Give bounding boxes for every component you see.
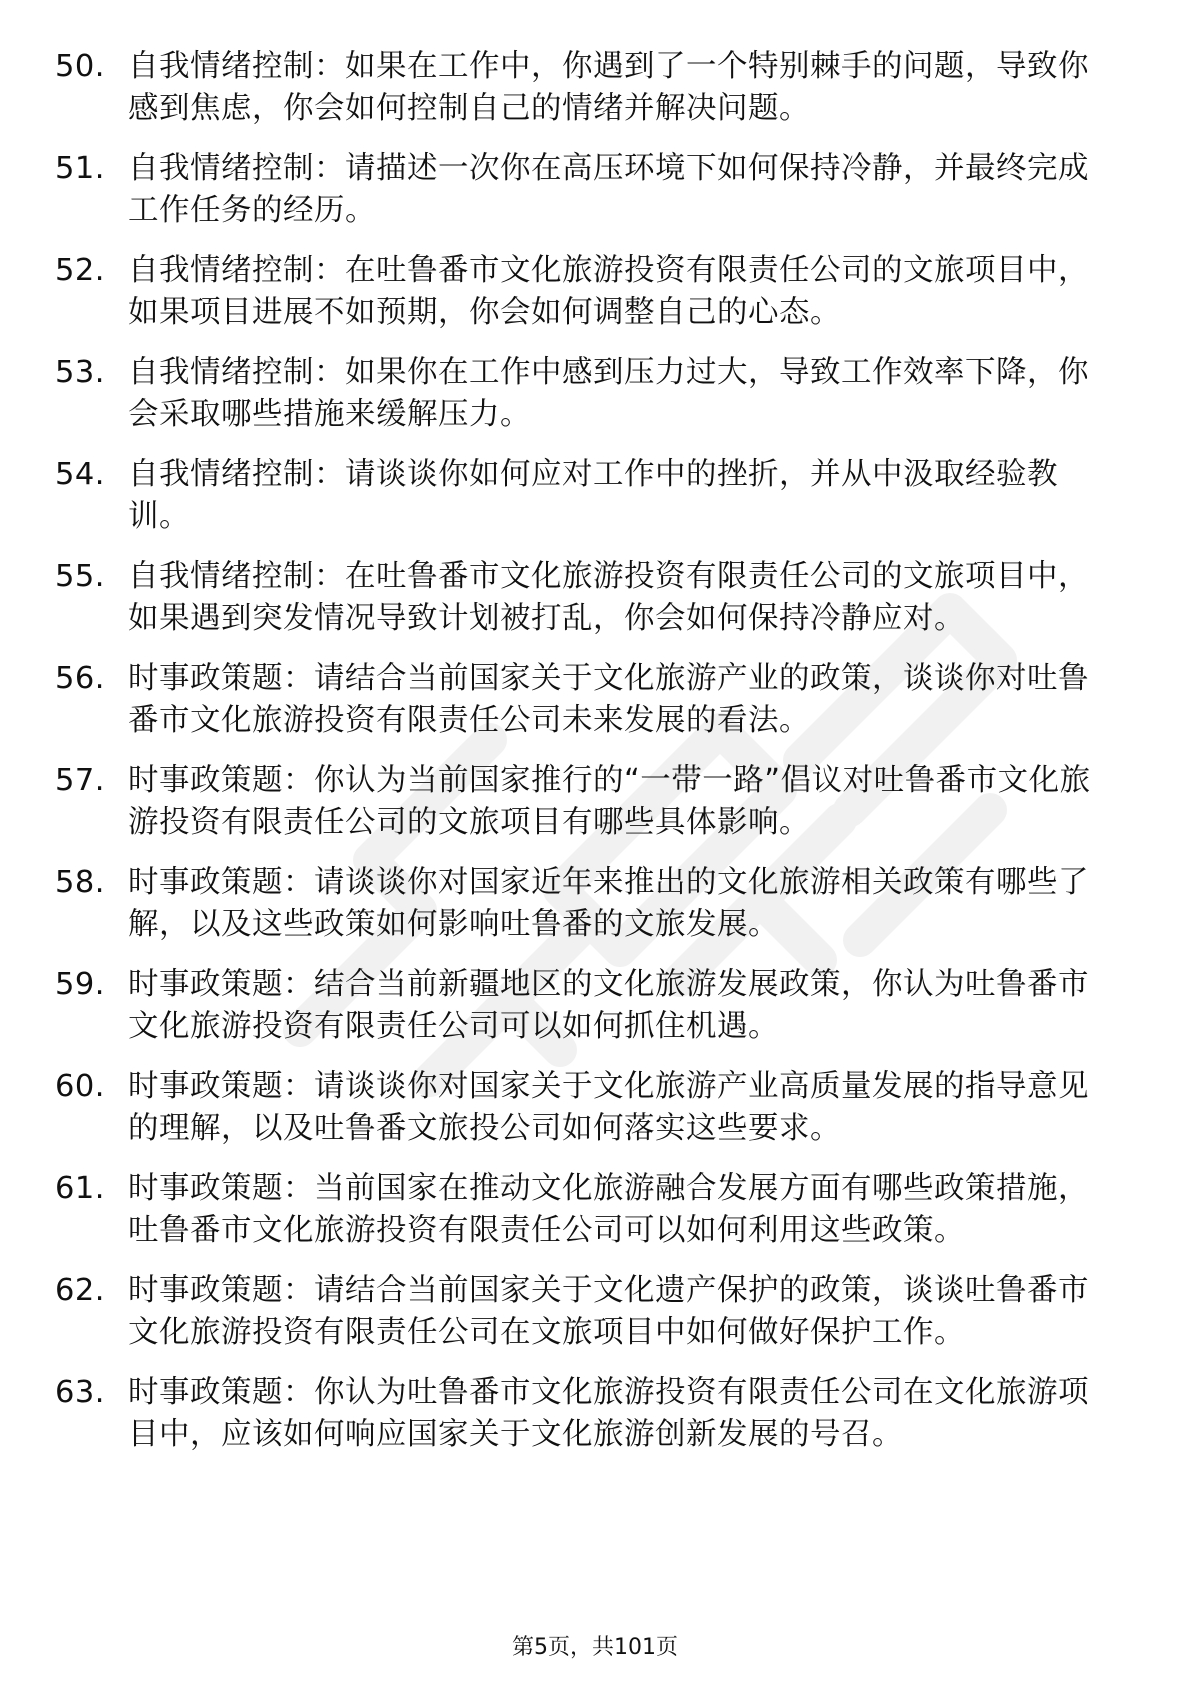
- question-number: 63.: [55, 1375, 106, 1410]
- question-item: [55, 964, 1115, 1047]
- question-number: 57.: [55, 763, 106, 798]
- question-item: [55, 46, 1115, 129]
- question-list: [55, 46, 1115, 1474]
- question-item: [55, 760, 1115, 843]
- question-item: [55, 658, 1115, 741]
- question-text: 时事政策题：你认为当前国家推行的“一带一路”倡议对吐鲁番市文化旅游投资有限责任公司的文旅项目有哪些具体影响。: [128, 763, 1091, 840]
- question-item: [55, 1270, 1115, 1353]
- question-text: 时事政策题：请谈谈你对国家关于文化旅游产业高质量发展的指导意见的理解，以及吐鲁番文旅投公司如何落实这些要求。: [128, 1069, 1089, 1146]
- question-item: [55, 1168, 1115, 1251]
- question-number: 60.: [55, 1069, 106, 1104]
- question-number: 54.: [55, 457, 106, 492]
- question-number: 55.: [55, 559, 106, 594]
- question-text: 时事政策题：结合当前新疆地区的文化旅游发展政策，你认为吐鲁番市文化旅游投资有限责任公司可以如何抓住机遇。: [128, 967, 1089, 1044]
- question-text: 自我情绪控制：如果在工作中，你遇到了一个特别棘手的问题，导致你感到焦虑，你会如何控制自己的情绪并解决问题。: [128, 49, 1089, 126]
- question-item: [55, 250, 1115, 333]
- question-number: 62.: [55, 1273, 106, 1308]
- question-item: [55, 148, 1115, 231]
- question-item: [55, 862, 1115, 945]
- question-item: [55, 352, 1115, 435]
- question-number: 53.: [55, 355, 106, 390]
- question-text: 时事政策题：当前国家在推动文化旅游融合发展方面有哪些政策措施，吐鲁番市文化旅游投资有限责任公司可以如何利用这些政策。: [128, 1171, 1089, 1248]
- question-text: 自我情绪控制：在吐鲁番市文化旅游投资有限责任公司的文旅项目中，如果遇到突发情况导致计划被打乱，你会如何保持冷静应对。: [128, 559, 1089, 636]
- question-number: 56.: [55, 661, 106, 696]
- question-number: 50.: [55, 49, 106, 84]
- question-number: 59.: [55, 967, 106, 1002]
- question-text: 自我情绪控制：如果你在工作中感到压力过大，导致工作效率下降，你会采取哪些措施来缓解压力。: [128, 355, 1089, 432]
- question-text: 时事政策题：请结合当前国家关于文化旅游产业的政策，谈谈你对吐鲁番市文化旅游投资有限责任公司未来发展的看法。: [128, 661, 1089, 738]
- question-number: 58.: [55, 865, 106, 900]
- question-text: 时事政策题：请谈谈你对国家近年来推出的文化旅游相关政策有哪些了解，以及这些政策如何影响吐鲁番的文旅发展。: [128, 865, 1089, 942]
- question-number: 61.: [55, 1171, 106, 1206]
- question-number: 51.: [55, 151, 106, 186]
- question-item: [55, 556, 1115, 639]
- page-footer: 第5页，共101页: [512, 1635, 678, 1660]
- question-text: 自我情绪控制：在吐鲁番市文化旅游投资有限责任公司的文旅项目中，如果项目进展不如预期，你会如何调整自己的心态。: [128, 253, 1089, 330]
- question-item: [55, 1066, 1115, 1149]
- question-item: [55, 454, 1115, 537]
- question-text: 自我情绪控制：请谈谈你如何应对工作中的挫折，并从中汲取经验教训。: [128, 457, 1058, 534]
- question-item: [55, 1372, 1115, 1455]
- question-text: 时事政策题：你认为吐鲁番市文化旅游投资有限责任公司在文化旅游项目中，应该如何响应国家关于文化旅游创新发展的号召。: [128, 1375, 1089, 1452]
- question-number: 52.: [55, 253, 106, 288]
- question-text: 时事政策题：请结合当前国家关于文化遗产保护的政策，谈谈吐鲁番市文化旅游投资有限责任公司在文旅项目中如何做好保护工作。: [128, 1273, 1089, 1350]
- question-text: 自我情绪控制：请描述一次你在高压环境下如何保持冷静，并最终完成工作任务的经历。: [128, 151, 1089, 228]
